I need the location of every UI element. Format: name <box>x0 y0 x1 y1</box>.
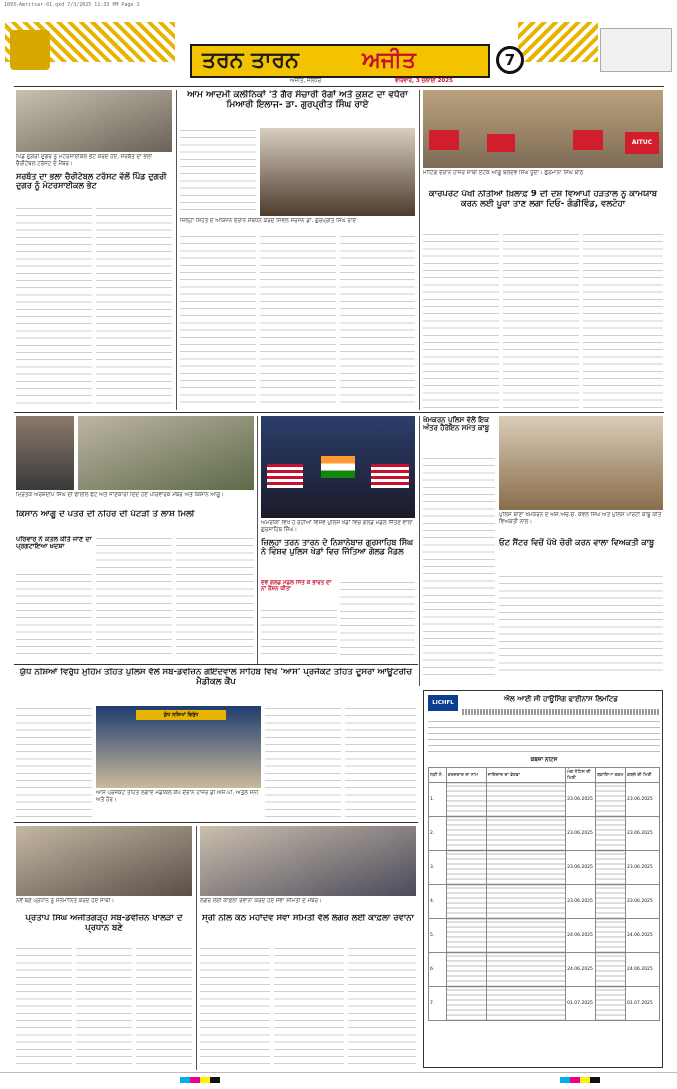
lic-table-cell: 23.06.2025 <box>566 885 596 919</box>
body-col2 <box>96 536 172 660</box>
police-photo <box>499 416 663 510</box>
lic-col-header: ਲੜੀ ਨੰ. <box>429 768 447 783</box>
lic-notice-text <box>428 719 660 755</box>
langar-headline: ਸ੍ਰੀ ਨੀਲ ਕੰਠ ਮਹਾਂਦੇਵ ਸੇਵਾ ਸਮਿਤੀ ਵੱਲੋਂ ਲੰਗਰ ਲਈ ਕਾਫ਼ਲਾ ਰਵਾਨਾ <box>201 914 415 923</box>
lic-table-cell-text <box>596 987 626 1021</box>
strike-banner-2 <box>487 134 515 152</box>
strike-body-col1 <box>423 232 499 408</box>
lic-table-cell-text <box>446 851 486 885</box>
pratap-photo <box>16 826 192 896</box>
clinic-body-col3 <box>260 234 336 406</box>
lic-table-cell-text <box>596 919 626 953</box>
langar-photo <box>200 826 416 896</box>
section-rule-1 <box>14 412 664 413</box>
lic-table-row <box>429 817 660 851</box>
police-caption: ਪੁਲਿਸ ਥਾਣਾ ਖੇਮਕਰਨ ਦੇ ਐਸ.ਐਚ.ਓ. ਕੇਵਲ ਸਿੰਘ ਅਤੇ ਪੁਲਿਸ ਪਾਰਟੀ ਕਾਬੂ ਕੀਤੇ ਵਿਅਕਤੀ ਨਾਲ। <box>499 512 662 525</box>
lic-table-cell-text <box>446 919 486 953</box>
shooter-photo <box>261 416 415 518</box>
body-caption: ਮ੍ਰਿਤਕ ਅਰਸ਼ਦੀਪ ਸਿੰਘ ਦੀ ਫਾਈਲ ਫੋਟੋ ਅਤੇ ਜਾਣਕਾਰੀ ਦਿੰਦੇ ਹੋਏ ਪਰਿਵਾਰਕ ਮੈਂਬਰ ਅਤੇ ਕਿਸਾਨ ਆਗੂ। <box>16 492 224 498</box>
lic-table-cell-text <box>596 851 626 885</box>
lic-table-cell-text <box>446 885 486 919</box>
masthead-title-box <box>190 44 490 78</box>
edition-label: ਅਜੀਤ, ਜਲੰਧਰ <box>290 78 322 84</box>
lic-address-bar <box>462 709 660 715</box>
lic-table-cell: 3. <box>429 851 447 885</box>
clinic-body-col4 <box>340 234 415 406</box>
police-headline: ਖੇਮਕਰਨ ਪੁਲਿਸ ਵੱਲੋਂ ਇਕ ਅੰਤਰ ਹੈਰੋਇਨ ਸਮੇਤ ਕਾਬੂ <box>423 416 490 433</box>
lic-table-cell-text <box>486 953 565 987</box>
strike-body-col2 <box>503 232 579 408</box>
page-number: 7 <box>496 46 524 74</box>
golden-temple-logo <box>10 30 50 70</box>
pratap-caption: ਨਵੇਂ ਬਣੇ ਪ੍ਰਧਾਨ ਨੂੰ ਸਨਮਾਨਿਤ ਕਰਦੇ ਹੋਏ ਸਾਥੀ। <box>16 898 115 904</box>
lic-table-cell-text <box>486 919 565 953</box>
lic-col-header: ਮੰਗ ਨੋਟਿਸ ਦੀ ਮਿਤੀ <box>566 768 596 783</box>
masthead-title-part2: ਅਜੀਤ <box>362 48 416 73</box>
masthead-rule <box>14 86 664 87</box>
lic-table-cell: 23.06.2025 <box>566 783 596 817</box>
color-registration-mark <box>560 1077 600 1083</box>
shooter-subhead: ਦੋਵੇਂ ਗੋਲਡ ਮੈਡਲ ਜਿੱਤ ਕੇ ਭਾਰਤ ਦਾ ਨਾਂ ਰੌਸ਼ਨ ਕੀਤਾ <box>261 580 332 593</box>
clinic-body-col1 <box>180 128 256 216</box>
section-rule-3 <box>14 822 418 823</box>
strike-banner-3 <box>573 130 603 150</box>
lic-table-cell-text <box>486 817 565 851</box>
strike-body-col3 <box>583 232 663 408</box>
shooter-col2 <box>340 580 415 660</box>
clinic-body-col2 <box>180 234 256 406</box>
trust-body-col1 <box>16 206 92 406</box>
medical-headline: ਯੁੱਧ ਨਸ਼ਿਆਂ ਵਿਰੁੱਧ ਮੁਹਿੰਮ ਤਹਿਤ ਪੁਲਿਸ ਵੱਲੋਂ ਸਬ-ਡਵੀਜ਼ਨ ਗੋਇੰਦਵਾਲ ਸਾਹਿਬ ਵਿਖੇ 'ਆਸ' ਪ੍ਰੋਜੈਕਟ ਤਹਿਤ ਦੂਸਰਾ ਆਊਟਰੀਚ ਮੈਡੀਕਲ ਕੈਂਪ <box>19 668 413 687</box>
medical-banner: ਯੁੱਧ ਨਸ਼ਿਆਂ ਵਿਰੁੱਧ <box>136 710 226 720</box>
trust-photo <box>16 90 172 152</box>
lic-table-cell: 7. <box>429 987 447 1021</box>
lic-logo: LICHFL <box>428 695 458 711</box>
lic-table-row <box>429 885 660 919</box>
lic-table-cell: 24.06.2025 <box>566 953 596 987</box>
fan-theft-headline: ਓਟ ਸੈਂਟਰ ਵਿਚੋਂ ਪੱਖੇ ਚੋਰੀ ਕਰਨ ਵਾਲਾ ਵਿਅਕਤੀ ਕਾਬੂ <box>499 538 655 547</box>
medical-col3 <box>345 706 416 818</box>
footer-strip <box>0 1072 677 1089</box>
lic-table-cell-text <box>596 817 626 851</box>
lic-col-header: ਬਕਾਇਆ ਰਕਮ <box>596 768 626 783</box>
print-strip: 1093-Amritsar-01.qxd 7/3/2025 11:33 PM Page 1 <box>4 2 140 8</box>
body-col3 <box>176 536 254 660</box>
lic-table-row <box>429 953 660 987</box>
pratap-col1 <box>16 946 72 1066</box>
india-flag <box>321 456 355 478</box>
trust-caption: ਪਿੰਡ ਦੁਗਰੀ ਦੁਗਰ ਨੂੰ ਮੋਟਰਸਾਈਕਲ ਭੇਟ ਕਰਦੇ ਹੋਏ, ਸਰਬੱਤ ਦਾ ਭਲਾ ਚੈਰੀਟੇਬਲ ਟਰੱਸਟ ਦੇ ਮੈਂਬਰ। <box>16 154 153 167</box>
strike-headline: ਕਾਰਪੋਰੇਟ ਪੱਖੀ ਨੀਤੀਆਂ ਖ਼ਿਲਾਫ਼ 9 ਦੀ ਦੇਸ਼ ਵਿਆਪੀ ਹੜਤਾਲ ਨੂੰ ਕਾਮਯਾਬ ਕਰਨ ਲਈ ਪੂਰਾ ਤਾਣ ਲਗਾ ਦਿਓ- ਗੰਡੀਵਿੰਡ, ਵਲਟੋਹਾ <box>428 190 658 209</box>
lic-table-cell: 24.06.2025 <box>566 919 596 953</box>
langar-col2 <box>274 946 344 1066</box>
lic-table-row <box>429 851 660 885</box>
section-rule-2 <box>14 664 418 665</box>
lic-table-cell: 24.06.2025 <box>626 919 660 953</box>
lic-table-cell-text <box>486 885 565 919</box>
langar-caption: ਲੰਗਰ ਲਈ ਕਾਫ਼ਲਾ ਰਵਾਨਾ ਕਰਦੇ ਹੋਏ ਸੇਵਾ ਸਮਿਤੀ ਦੇ ਮੈਂਬਰ। <box>200 898 322 904</box>
masthead-pattern-right <box>518 22 598 62</box>
us-flag-right <box>371 464 409 488</box>
column-rule-1 <box>176 90 177 410</box>
victim-photo <box>16 416 74 490</box>
lic-table-cell: 2. <box>429 817 447 851</box>
lic-table-cell-text <box>486 851 565 885</box>
lic-table-cell-text <box>596 885 626 919</box>
body-subhead: ਪਰਿਵਾਰ ਨੇ ਕਤਲ ਕੀਤੇ ਜਾਣ ਦਾ ਪ੍ਰਗਟਾਇਆ ਖ਼ਦਸ਼ਾ <box>16 536 92 551</box>
column-rule-3 <box>257 416 258 664</box>
lic-table-cell-text <box>446 987 486 1021</box>
lic-table-cell-text <box>486 783 565 817</box>
lic-table-cell: 23.06.2025 <box>566 817 596 851</box>
lic-table-cell: 23.06.2025 <box>566 851 596 885</box>
police-col1 <box>423 456 495 676</box>
lic-table-cell-text <box>446 817 486 851</box>
shooter-headline: ਜ਼ਿਲ੍ਹਾ ਤਰਨ ਤਾਰਨ ਦੇ ਨਿਸ਼ਾਨੇਬਾਜ਼ ਗੁਰਸਾਹਿਬ ਸਿੰਘ ਨੇ ਵਿਸ਼ਵ ਪੁਲਿਸ ਖੇਡਾਂ ਵਿਚ ਜਿੱਤਿਆ ਗੋਲਡ ਮੈਡਲ <box>261 538 414 557</box>
body-headline: ਕਿਸਾਨ ਆਗੂ ਦੇ ਪੋਤਰੇ ਦੀ ਨਹਿਰ ਦੀ ਪੱਟੜੀ ਤੋਂ ਲਾਸ਼ ਮਿਲੀ <box>16 510 195 519</box>
langar-col1 <box>200 946 270 1066</box>
lic-table-cell-text <box>596 783 626 817</box>
lic-notice-title: ਕਬਜ਼ਾ ਨੋਟਿਸ <box>530 757 558 763</box>
us-flag-left <box>267 464 303 488</box>
lic-table-cell: 23.06.2025 <box>626 783 660 817</box>
column-rule-5 <box>196 826 197 1070</box>
lic-table-row <box>429 987 660 1021</box>
clinic-photo <box>260 128 415 216</box>
issue-date: ਵੀਰਵਾਰ, 3 ਜੁਲਾਈ 2025 <box>395 78 453 84</box>
lic-col-header: ਕਰਜ਼ਦਾਰ ਦਾ ਨਾਮ <box>446 768 486 783</box>
lic-table-cell: 01.07.2025 <box>626 987 660 1021</box>
lic-ad <box>423 690 663 1068</box>
strike-banner-4: AITUC <box>625 132 659 154</box>
family-photo <box>78 416 254 490</box>
lic-col-header: ਜਾਇਦਾਦ ਦਾ ਵੇਰਵਾ <box>486 768 565 783</box>
langar-col3 <box>348 946 416 1066</box>
pratap-col2 <box>76 946 132 1066</box>
lic-table-cell: 4. <box>429 885 447 919</box>
strike-caption: ਮੀਟਿੰਗ ਦੌਰਾਨ ਹਾਜ਼ਰ ਸਾਥੀ ਏਟਕ ਆਗੂ ਬਲਦੇਵ ਸਿੰਘ ਧੂੰਦਾ। ਫੁਰਮਾਨਾ ਸਿੰਘ ਬਾਠ <box>423 170 584 176</box>
lic-table-cell: 23.06.2025 <box>626 817 660 851</box>
fan-theft-body <box>499 574 663 676</box>
lic-table-cell-text <box>596 953 626 987</box>
lic-table-cell: 24.06.2025 <box>626 953 660 987</box>
lic-table <box>428 767 660 1021</box>
medical-col2 <box>265 706 341 818</box>
lic-company-name: ਐਲ ਆਈ ਸੀ ਹਾਊਸਿੰਗ ਫਾਈਨਾਂਸ ਲਿਮਟਿਡ <box>504 695 618 703</box>
pratap-headline: ਪ੍ਰਤਾਪ ਸਿੰਘ ਅਜੀਤਗੜ੍ਹ ਸਬ-ਡਵੀਜ਼ਨ ਖਾਲੜਾ ਦੇ ਪ੍ਰਧਾਨ ਬਣੇ <box>25 914 183 933</box>
color-registration-mark <box>180 1077 220 1083</box>
medical-photo <box>96 706 261 788</box>
shooter-caption: ਅਮਰੀਕਾ ਵਿਖੇ ਹੋ ਰਹੀਆਂ ਵਿਸ਼ਵ ਪੁਲਿਸ ਖੇਡਾਂ ਵਿਚ ਗੋਲਡ ਮੈਡਲ ਜਿੱਤਣ ਵਾਲਾ ਗੁਰਸਾਹਿਬ ਸਿੰਘ। <box>261 520 413 533</box>
lic-col-header: ਕਬਜ਼ੇ ਦੀ ਮਿਤੀ <box>626 768 660 783</box>
trust-body-col2 <box>96 206 172 406</box>
lic-table-cell: 23.06.2025 <box>626 885 660 919</box>
column-rule-4 <box>419 416 420 686</box>
clinic-caption: ਜ਼ਿਲ੍ਹਾ ਸਿਹਤ ਦੇ ਆਯੋਜਨ ਦੌਰਾਨ ਸੰਬੋਧਨ ਕਰਦੇ ਸਿਵਲ ਸਰਜਨ ਡਾ. ਗੁਰਪ੍ਰੀਤ ਸਿੰਘ ਰਾਏ <box>180 218 357 224</box>
body-col1 <box>16 572 92 660</box>
medical-col1 <box>16 706 92 818</box>
lic-table-row <box>429 919 660 953</box>
lic-table-cell: 5. <box>429 919 447 953</box>
column-rule-2 <box>419 90 420 410</box>
pratap-col3 <box>136 946 192 1066</box>
strike-banner-1 <box>429 130 459 150</box>
clinic-headline: ਆਮ ਆਦਮੀ ਕਲੀਨਿਕਾਂ 'ਤੇ ਗੈਰ ਸੰਚਾਰੀ ਰੋਗਾਂ ਅਤੇ ਕੁਸ਼ਟ ਦਾ ਵਧੇਰਾ ਮਿਆਰੀ ਇਲਾਜ- ਡਾ. ਗੁਰਪ੍ਰੀਤ ਸਿੰਘ ਰਾਏ <box>187 90 408 111</box>
lic-table-cell-text <box>446 783 486 817</box>
lic-table-cell-text <box>486 987 565 1021</box>
lic-table-cell-text <box>446 953 486 987</box>
strike-photo <box>423 90 663 168</box>
shooter-col1 <box>261 608 337 660</box>
masthead-title-part1: ਤਰਨ ਤਾਰਨ <box>202 48 299 73</box>
lic-table-cell: 01.07.2025 <box>566 987 596 1021</box>
lic-table-cell: 1. <box>429 783 447 817</box>
lic-table-cell: 6. <box>429 953 447 987</box>
lic-table-cell: 23.06.2025 <box>626 851 660 885</box>
lic-table-header <box>429 768 660 783</box>
trust-headline: ਸਰਬੱਤ ਦਾ ਭਲਾ ਚੈਰੀਟੇਬਲ ਟਰੱਸਟ ਵੱਲੋਂ ਪਿੰਡ ਦੁਗਰੀ ਦੁਗਰ ਨੂੰ ਮੋਟਰਸਾਈਕਲ ਭੇਟ <box>16 172 167 191</box>
medical-caption: ਆਸ ਪ੍ਰੋਜੈਕਟ ਤਹਿਤ ਲਗਾਏ ਮੈਡੀਕਲ ਕੈਂਪ ਦੌਰਾਨ ਹਾਜ਼ਰ ਡੀ.ਐਸ.ਪੀ. ਅਤੁਲ ਸੋਨੀ ਅਤੇ ਹੋਰ। <box>96 790 259 803</box>
lic-table-row <box>429 783 660 817</box>
masthead-corner-ad <box>600 28 672 72</box>
